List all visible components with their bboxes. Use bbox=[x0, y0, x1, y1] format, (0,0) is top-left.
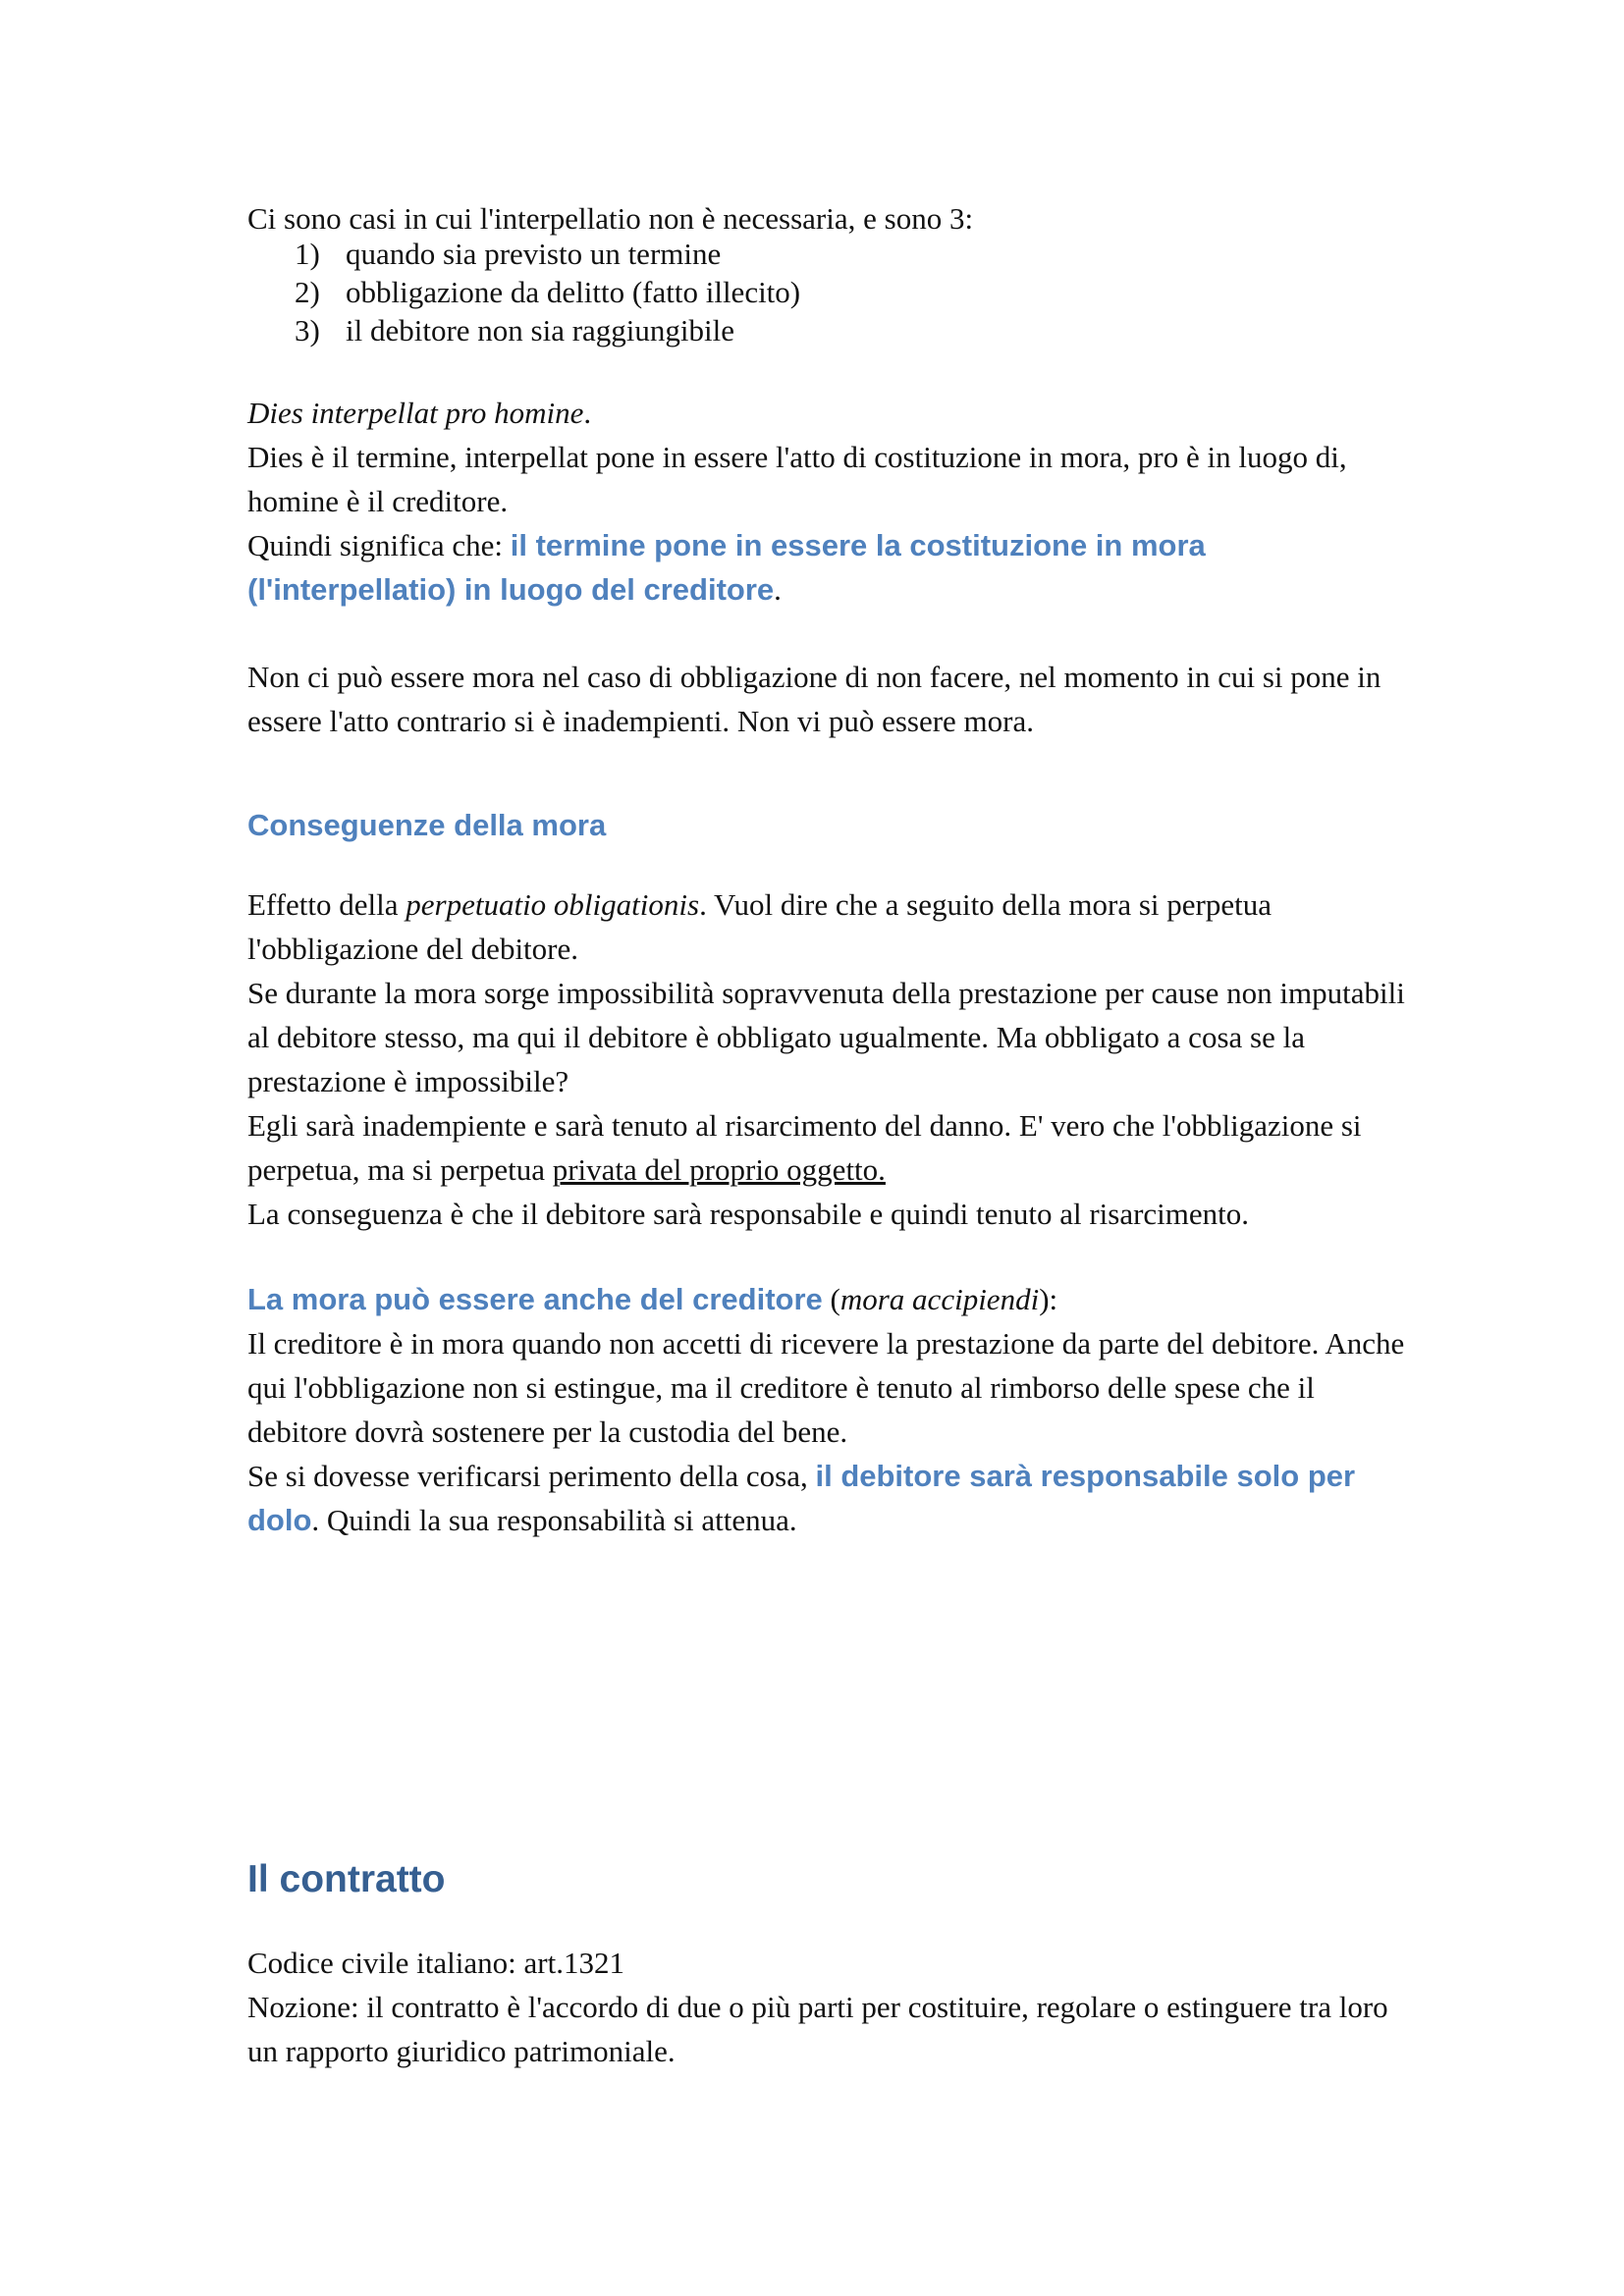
paren-open: ( bbox=[822, 1282, 840, 1316]
cases-list bbox=[247, 235, 1406, 349]
list-item bbox=[247, 311, 1406, 349]
paren-close: ): bbox=[1039, 1282, 1058, 1316]
dies-title-end: . bbox=[583, 396, 592, 430]
creditore-paragraph bbox=[247, 1277, 1406, 1542]
list-item bbox=[247, 273, 1406, 311]
creditore-highlight: La mora può essere anche del creditore bbox=[247, 1282, 823, 1316]
contratto-heading: Il contratto bbox=[247, 1858, 446, 1900]
quindi-end: . bbox=[774, 572, 782, 607]
p2: Se durante la mora sorge impossibilità sopravvenuta della prestazione per cause non imputabili al debitore stesso, ma qui il debitore è obbligato ugualmente. Ma obbligato a cosa se la prestazione è impossibile? bbox=[247, 976, 1405, 1098]
dies-title: Dies interpellat pro homine bbox=[247, 396, 584, 430]
creditore-p2-a: Se si dovesse verificarsi perimento della cosa, bbox=[247, 1459, 816, 1493]
p1-b: . Vuol dire che a seguito della mora si perpetua l'obbligazione del debitore. bbox=[247, 887, 1272, 966]
p1-a: Effetto della bbox=[247, 887, 406, 922]
list-number: 2) bbox=[295, 275, 320, 309]
mora-accipiendi: mora accipiendi bbox=[839, 1282, 1040, 1316]
quindi-highlight: il termine pone in essere la costituzione in mora (l'interpellatio) in luogo del creditore bbox=[247, 528, 1206, 607]
intro-paragraph: Ci sono casi in cui l'interpellatio non è necessaria, e sono 3: bbox=[247, 201, 974, 236]
quindi-prefix: Quindi significa che: bbox=[247, 528, 511, 562]
list-number: 3) bbox=[295, 313, 320, 347]
list-text: quando sia previsto un termine bbox=[346, 237, 722, 271]
non-facere-paragraph: Non ci può essere mora nel caso di obbligazione di non facere, nel momento in cui si pone in essere l'atto contrario si è inadempienti. Non vi può essere mora. bbox=[247, 660, 1381, 738]
list-number: 1) bbox=[295, 237, 320, 271]
codice-line: Codice civile italiano: art.1321 bbox=[247, 1946, 624, 1980]
list-item bbox=[247, 235, 1406, 273]
creditore-p2-highlight: il debitore sarà responsabile solo per dolo bbox=[247, 1459, 1356, 1537]
p3-underline: privata del proprio oggetto. bbox=[552, 1152, 886, 1187]
conseguenze-paragraph bbox=[247, 882, 1406, 1236]
creditore-p1: Il creditore è in mora quando non accetti di ricevere la prestazione da parte del debitore. Anche qui l'obbligazione non si estingue, ma il creditore è tenuto al rimborso delle spese che il debitore dovrà sostenere per la custodia del bene. bbox=[247, 1326, 1405, 1449]
nozione-line: Nozione: il contratto è l'accordo di due o più parti per costituire, regolare o estinguere tra loro un rapporto giuridico patrimoniale. bbox=[247, 1990, 1388, 2068]
contratto-paragraph bbox=[247, 1941, 1406, 2073]
conseguenze-heading: Conseguenze della mora bbox=[247, 808, 607, 842]
dies-explanation: Dies è il termine, interpellat pone in essere l'atto di costituzione in mora, pro è in luogo di, homine è il creditore. bbox=[247, 440, 1347, 518]
dies-paragraph bbox=[247, 391, 1406, 612]
p3-a: Egli sarà inadempiente e sarà tenuto al risarcimento del danno. E' vero che l'obbligazione si perpetua, ma si perpetua bbox=[247, 1108, 1362, 1187]
p4: La conseguenza è che il debitore sarà responsabile e quindi tenuto al risarcimento. bbox=[247, 1197, 1250, 1231]
document-page bbox=[247, 196, 1406, 2073]
list-text: il debitore non sia raggiungibile bbox=[346, 313, 735, 347]
creditore-p2-b: . Quindi la sua responsabilità si attenua. bbox=[311, 1503, 797, 1537]
p1-italic: perpetuatio obligationis bbox=[406, 887, 700, 922]
list-text: obbligazione da delitto (fatto illecito) bbox=[346, 275, 801, 309]
